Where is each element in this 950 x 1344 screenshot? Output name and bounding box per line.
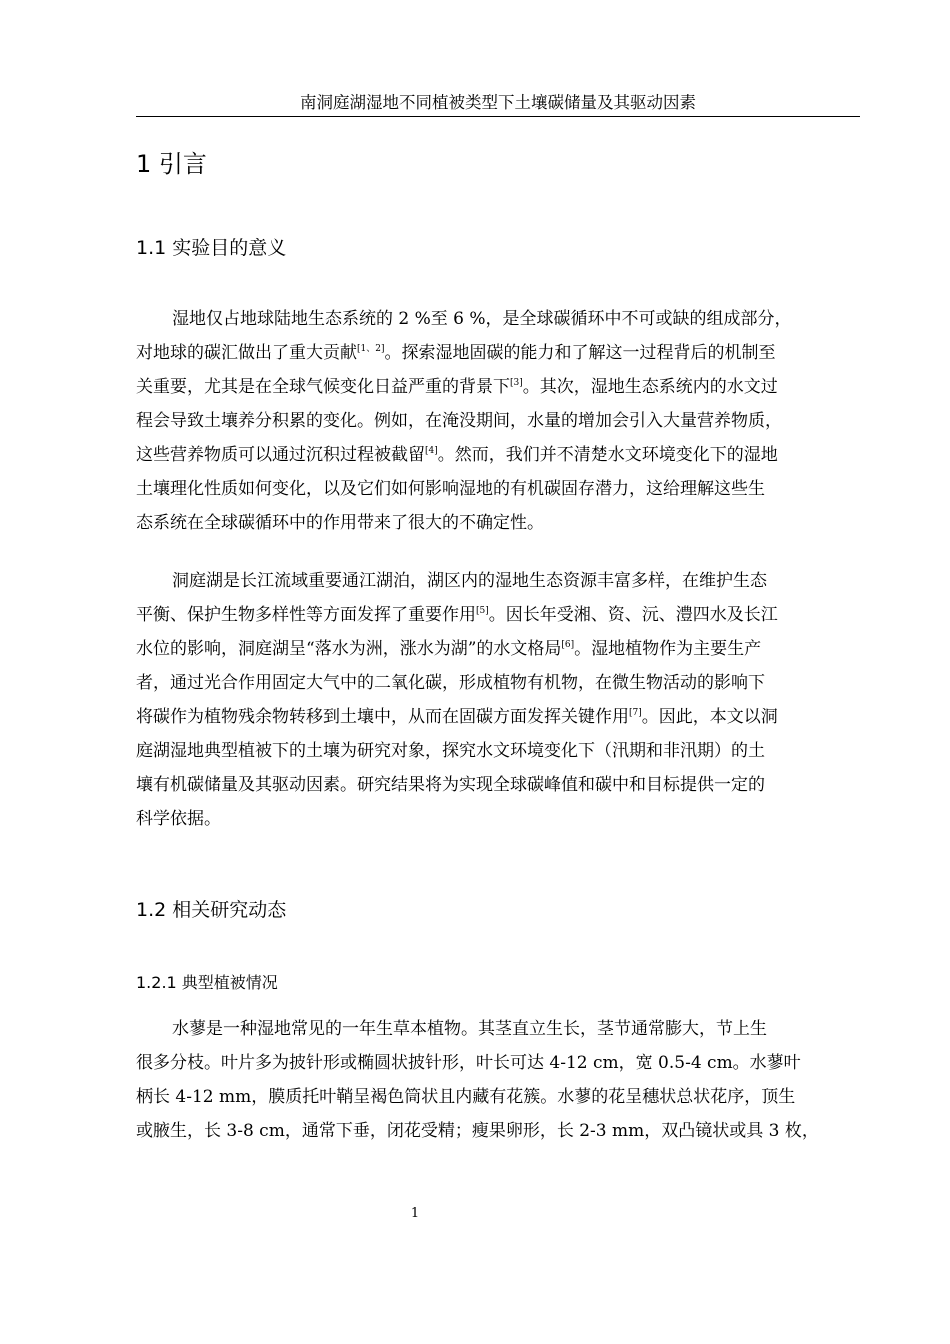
citation-reference: [7] (629, 708, 642, 718)
section-heading-1-1: 1.1 实验目的意义 (136, 237, 287, 259)
line-text: 将碳作为植物残余物转移到土壤中，从而在固碳方面发挥关键作用 (136, 707, 629, 727)
line-text: 水蓼是一种湿地常见的一年生草本植物。其茎直立生长，茎节通常膨大，节上生 (172, 1019, 767, 1039)
citation-reference: [1、2] (357, 344, 385, 354)
line-text: 壤有机碳储量及其驱动因素。研究结果将为实现全球碳峰值和碳中和目标提供一定的 (136, 775, 765, 795)
text-line (136, 1012, 862, 1046)
paragraph-research-significance-2 (136, 564, 862, 836)
text-line (136, 336, 862, 370)
line-text: 这些营养物质可以通过沉积过程被截留 (136, 445, 425, 465)
text-line (136, 404, 862, 438)
text-line (136, 768, 862, 802)
line-text-continued: 。湿地植物作为主要生产 (574, 639, 762, 659)
line-text: 平衡、保护生物多样性等方面发挥了重要作用 (136, 605, 476, 625)
line-text: 土壤理化性质如何变化，以及它们如何影响湿地的有机碳固存潜力，这给理解这些生 (136, 479, 765, 499)
citation-reference: [4] (425, 446, 438, 456)
line-text: 科学依据。 (136, 809, 221, 829)
text-line (136, 1114, 862, 1148)
line-text-continued: 。然而，我们并不清楚水文环境变化下的湿地 (437, 445, 778, 465)
text-line (136, 472, 862, 506)
paragraph-typical-vegetation (136, 1012, 862, 1148)
page-number: 1 (410, 1206, 420, 1221)
section-heading-1-2-1: 1.2.1 典型植被情况 (136, 973, 278, 992)
citation-reference: [3] (510, 378, 523, 388)
text-line (136, 438, 862, 472)
running-header: 南洞庭湖湿地不同植被类型下土壤碳储量及其驱动因素 (136, 92, 860, 117)
text-line (136, 734, 862, 768)
line-text-continued: 。探索湿地固碳的能力和了解这一过程背后的机制至 (384, 343, 776, 363)
text-line (136, 564, 862, 598)
line-text: 洞庭湖是长江流域重要通江湖泊，湖区内的湿地生态资源丰富多样，在维护生态 (172, 571, 767, 591)
text-line (136, 370, 862, 404)
line-text: 水位的影响，洞庭湖呈“落水为洲，涨水为湖”的水文格局 (136, 639, 562, 659)
line-text-continued: 。其次，湿地生态系统内的水文过 (522, 377, 778, 397)
citation-reference: [6] (561, 640, 575, 650)
line-text: 很多分枝。叶片多为披针形或椭圆状披针形，叶长可达 4-12 cm，宽 0.5-4 cm。水蓼叶 (136, 1053, 801, 1073)
line-text-continued: 。因长年受湘、资、沅、澧四水及长江 (488, 605, 778, 625)
text-line (136, 598, 862, 632)
paragraph-research-significance-1 (136, 302, 862, 540)
line-text: 者，通过光合作用固定大气中的二氧化碳，形成植物有机物，在微生物活动的影响下 (136, 673, 765, 693)
text-line (136, 506, 862, 540)
line-text: 或腋生，长 3-8 cm，通常下垂，闭花受精；瘦果卵形，长 2-3 mm，双凸镜状或具 3 枚， (136, 1121, 819, 1141)
line-text: 柄长 4-12 mm，膜质托叶鞘呈褐色筒状且内藏有花簇。水蓼的花呈穗状总状花序，顶生 (136, 1087, 796, 1107)
text-line (136, 1080, 862, 1114)
section-heading-1-2: 1.2 相关研究动态 (136, 899, 287, 921)
line-text: 对地球的碳汇做出了重大贡献 (136, 343, 357, 363)
text-line (136, 632, 862, 666)
line-text: 庭湖湿地典型植被下的土壤为研究对象，探究水文环境变化下（汛期和非汛期）的土 (136, 741, 765, 761)
line-text: 湿地仅占地球陆地生态系统的 2 %至 6 %，是全球碳循环中不可或缺的组成部分， (172, 309, 792, 329)
text-line (136, 802, 862, 836)
text-line (136, 700, 862, 734)
text-line (136, 1046, 862, 1080)
line-text: 关重要，尤其是在全球气候变化日益严重的背景下 (136, 377, 510, 397)
citation-reference: [5] (476, 606, 489, 616)
text-line (136, 302, 862, 336)
line-text-continued: 。因此，本文以洞 (641, 707, 778, 727)
section-heading-1: 1 引言 (136, 150, 207, 178)
line-text: 态系统在全球碳循环中的作用带来了很大的不确定性。 (136, 513, 544, 533)
line-text: 程会导致土壤养分积累的变化。例如，在淹没期间，水量的增加会引入大量营养物质， (136, 411, 782, 431)
text-line (136, 666, 862, 700)
